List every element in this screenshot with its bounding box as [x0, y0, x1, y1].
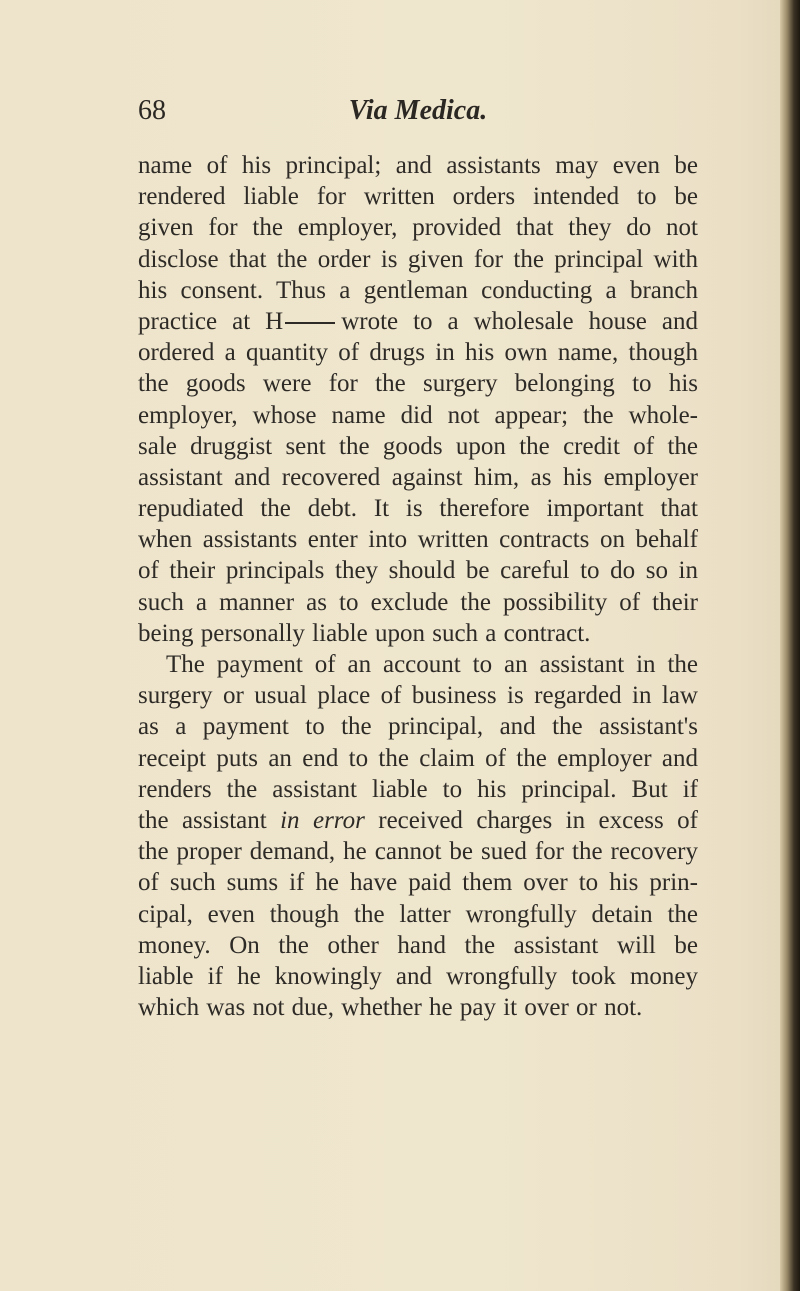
text-line: given for the employer, provided that they do not — [138, 214, 698, 242]
paragraph-start-line: The payment of an account to an assistant in the — [166, 651, 698, 678]
text-line — [138, 805, 698, 836]
italic-phrase: in error — [280, 806, 365, 834]
text-line — [138, 306, 698, 337]
text-line: employer, whose name did not appear; the whole- — [138, 401, 698, 429]
text-segment: wrote to a wholesale house and — [341, 307, 698, 335]
text-line: such a manner as to exclude the possibility of their — [138, 588, 698, 616]
text-line: of their principals they should be careful to do so in — [138, 557, 698, 585]
paragraph-end-line: which was not due, whether he pay it over or not. — [138, 994, 643, 1022]
long-dash — [285, 322, 335, 324]
text-segment: practice at H — [138, 307, 284, 335]
text-line: surgery or usual place of business is regarded in law — [138, 682, 698, 710]
text-line: rendered liable for written orders intended to be — [138, 183, 698, 211]
text-line: name of his principal; and assistants may even be — [138, 152, 698, 179]
text-line: disclose that the order is given for the principal with — [138, 245, 698, 273]
running-head — [138, 86, 698, 136]
text-line: of such sums if he have paid them over to his prin- — [138, 869, 698, 897]
text-line: receipt puts an end to the claim of the employer and — [138, 744, 698, 772]
text-line: renders the assistant liable to his principal. But if — [138, 775, 698, 803]
text-line: the proper demand, he cannot be sued for the recovery — [138, 838, 698, 866]
page-edge-shadow — [780, 0, 800, 1291]
text-segment: received charges in excess of — [364, 806, 698, 834]
text-line: sale druggist sent the goods upon the credit of the — [138, 432, 698, 460]
body-text — [138, 150, 698, 1023]
text-line: repudiated the debt. It is therefore important that — [138, 495, 698, 523]
text-line: when assistants enter into written contracts on behalf — [138, 526, 698, 554]
text-line: assistant and recovered against him, as his employer — [138, 463, 698, 491]
text-line: the goods were for the surgery belonging to his — [138, 370, 698, 398]
page-number: 68 — [138, 95, 166, 126]
running-title: Via Medica. — [348, 95, 488, 126]
text-segment: the assistant — [138, 806, 281, 834]
text-line: ordered a quantity of drugs in his own name, though — [138, 339, 698, 367]
paragraph-end-line: being personally liable upon such a contract. — [138, 619, 591, 647]
text-line: cipal, even though the latter wrongfully detain the — [138, 900, 698, 928]
text-line: liable if he knowingly and wrongfully took money — [138, 962, 698, 990]
text-line: his consent. Thus a gentleman conducting a branch — [138, 276, 698, 304]
text-line: as a payment to the principal, and the assistant's — [138, 713, 698, 741]
text-line: money. On the other hand the assistant will be — [138, 931, 698, 959]
